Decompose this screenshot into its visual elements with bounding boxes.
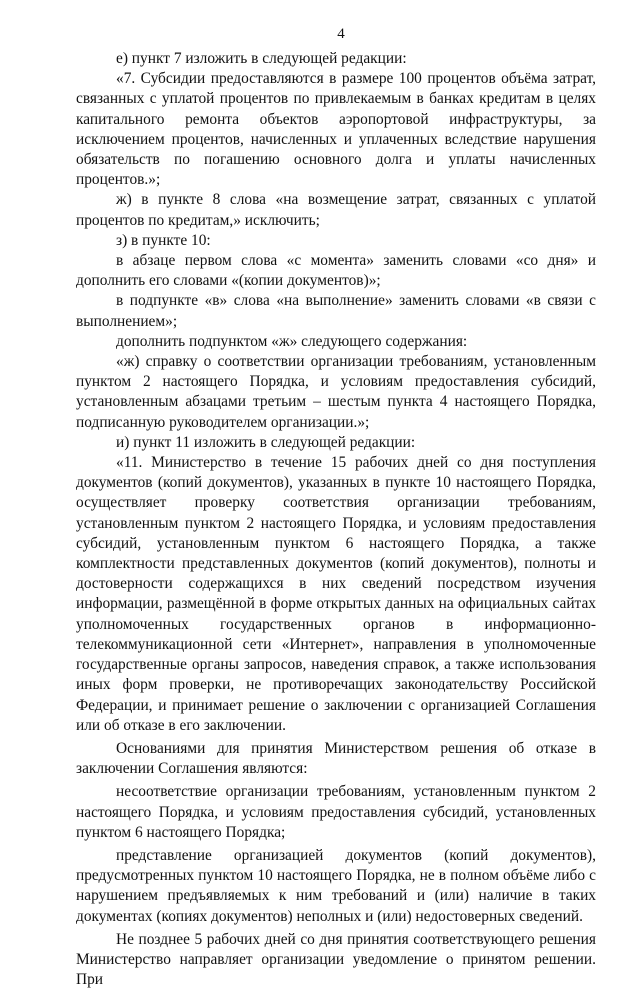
paragraph-add-subpoint-zh: дополнить подпунктом «ж» следующего содержания: [116, 332, 468, 350]
paragraph-refusal-grounds: Основаниями для принятия Министерством решения об отказе в заключении Соглашения являются: [76, 739, 596, 778]
paragraph-first-abzac: в абзаце первом слова «с момента» заменить словами «со дня» и дополнить его словами «(копии документов)»; [76, 252, 596, 290]
paragraph-i-point-11: и) пункт 11 изложить в следующей редакции: [116, 433, 416, 451]
paragraph-zh-point-8: ж) в пункте 8 слова «на возмещение затрат, связанных с уплатой процентов по кредитам,» исключить; [76, 191, 596, 229]
paragraph-point-7-text: «7. Субсидии предоставляются в размере 100 процентов объёма затрат, связанных с уплатой процентов по привлекаемым в банках кредитам в целях капитального ремонта объектов аэропортовой инфраструктуры, за исключением процентов, начисленных и уплаченных вследствие нарушения обязательств по погашению основного долга и уплаты начисленных процентов.»; [76, 70, 596, 189]
paragraph-e-point-7: е) пункт 7 изложить в следующей редакции: [116, 50, 407, 67]
paragraph-ground-incomplete-docs: представление организацией документов (копий документов), предусмотренных пунктом 10 настоящего Порядка, не в полном объёме либо с нарушением предъявляемых к ним требований и (или) наличие в таких документах (копиях документов) неполных и (или) недостоверных сведений. [76, 846, 596, 925]
document-body [76, 49, 596, 990]
paragraph-z-point-10: з) в пункте 10: [116, 231, 211, 249]
paragraph-notification-deadline: Не позднее 5 рабочих дней со дня принятия соответствующего решения Министерство направляет организации уведомление о принятом решении. При [76, 930, 596, 989]
paragraph-subpoint-v: в подпункте «в» слова «на выполнение» заменить словами «в связи с выполнением»; [76, 292, 596, 330]
page-number: 4 [337, 26, 345, 42]
paragraph-point-11-text: «11. Министерство в течение 15 рабочих дней со дня поступления документов (копий документов), указанных в пункте 10 настоящего Порядка, осуществляет проверку соответствия организации требованиям, установленным пунктом 2 настоящего Порядка, и условиям предоставления субсидий, установленным пунктом 6 настоящего Порядка, а также комплектности представленных документов (копий документов), полноты и достоверности содержащихся в них сведений посредством изучения информации, размещённой в форме открытых данных на официальных сайтах уполномоченных государственных органов в информационно-телекоммуникационной сети «Интернет», направления в уполномоченные государственные органы запросов, наведения справок, а также использования иных форм проверки, не противоречащих законодательству Российской Федерации, и принимает решение о заключении с организацией Соглашения или об отказе в его заключении. [76, 454, 596, 734]
paragraph-subpoint-zh-text: «ж) справку о соответствии организации требованиям, установленным пунктом 2 настоящего Порядка, и условиям предоставления субсидий, установленным абзацами третьим – шестым пункта 4 настоящего Порядка, подписанную руководителем организации.»; [76, 353, 596, 431]
paragraph-ground-noncompliance: несоответствие организации требованиям, установленным пунктом 2 настоящего Порядка, и условиям предоставления субсидий, установленных пунктом 6 настоящего Порядка; [76, 783, 596, 841]
